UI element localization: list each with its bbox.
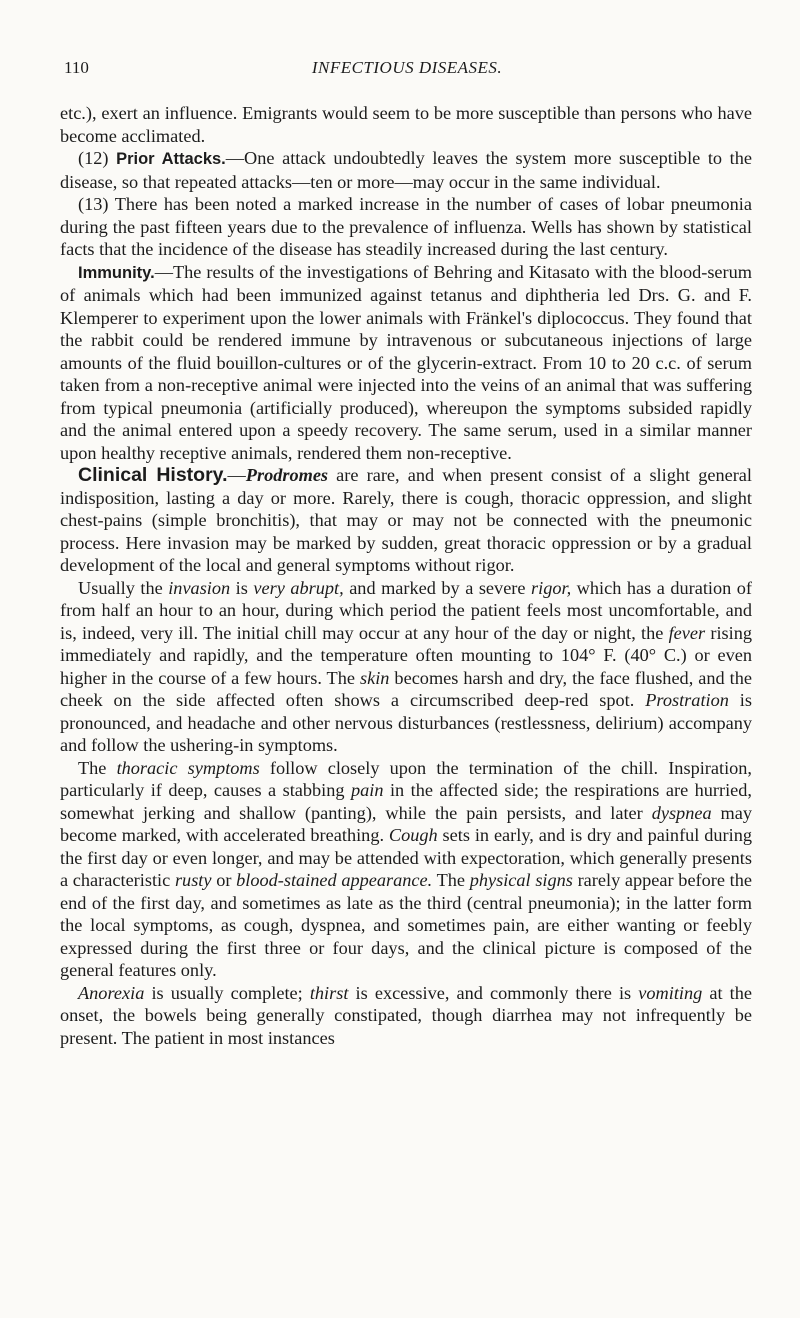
emphasis: dyspnea — [651, 802, 712, 823]
text-run: — — [227, 465, 246, 485]
text-run: in the affected side; the respirations are hurried, somewhat jerking and shallow (panting), while the pain persists, and later — [60, 780, 753, 823]
text-run: —One attack undoubtedly leaves the system more susceptible to the disease, so that repeated attacks—ten or more—may occur in the same individual. — [60, 148, 752, 192]
text-run: The — [432, 870, 470, 890]
emphasis: fever — [668, 622, 706, 643]
emphasis: blood-stained appearance. — [236, 870, 433, 890]
paragraph-invasion — [60, 577, 752, 757]
page-number: 110 — [64, 58, 89, 77]
body-text — [60, 102, 752, 1049]
text-run: or — [211, 870, 237, 890]
emphasis: Prostration — [645, 690, 729, 710]
text-run: rarely appear before the end of the first day, and sometimes as late as the third (central pneumonia); in the latter form the local symptoms, as cough, dyspnea, and sometimes pain, are either wanting or feebly expressed during the first three or four days, and the clinical picture is composed of the general features only. — [60, 870, 753, 980]
section-heading-clinical-history: Clinical History. — [78, 464, 228, 486]
section-heading-prior-attacks: Prior Attacks. — [116, 150, 226, 168]
text-run: is — [230, 577, 254, 598]
emphasis: vomiting — [638, 982, 703, 1003]
text-run: may become marked, with accelerated breathing. — [60, 802, 752, 845]
section-heading-immunity: Immunity. — [78, 263, 155, 282]
emphasis: rusty — [174, 870, 212, 890]
text-run: and marked by a severe — [343, 577, 532, 598]
emphasis: Prodromes — [245, 465, 329, 485]
paragraph-immunity — [60, 261, 752, 465]
text-run: is excessive, and commonly there is — [348, 982, 639, 1003]
text-run: are rare, and when present consist of a slight general indisposition, lasting a day or more. Rarely, there is cough, thoracic oppression, and slight chest-pains (simple bronchitis), that may or may not be connected with the pneumonic process. Here invasion may be marked by sudden, great thoracic oppression or by a gradual development of the local and general symptoms without rigor. — [60, 465, 752, 575]
emphasis: very abrupt, — [253, 577, 344, 598]
text-run: —The results of the investigations of Behring and Kitasato with the blood-serum of animals which had been immunized against tetanus and diphtheria led Drs. G. and F. Klemperer to experiment upon the lower animals with Fränkel's diplococcus. They found that the rabbit could be rendered immune by intravenous or subcutaneous injections of large amounts of the fluid bouillon-cultures or of the glycerin-extract. From 10 to 20 c.c. of serum taken from a non-receptive animal were injected into the veins of an animal that was suffering from typical pneumonia (artificially produced), whereupon the symptoms subsided rapidly and the animal entered upon a speedy recovery. The same serum, used in a similar manner upon healthy receptive animals, rendered them non-receptive. — [60, 261, 752, 463]
emphasis: skin — [359, 667, 390, 688]
item-number: (12) — [78, 148, 117, 168]
emphasis: thirst — [309, 982, 349, 1003]
emphasis: rigor, — [531, 577, 572, 598]
paragraph-thoracic-symptoms — [60, 757, 752, 982]
emphasis: pain — [350, 780, 384, 800]
text-run: is usually complete; — [144, 982, 310, 1003]
emphasis: physical signs — [469, 870, 573, 890]
text-run: The — [78, 757, 117, 778]
text-run: which has a duration of from half an hour to an hour, during which period the patient feels most uncomfortable, and is, indeed, very ill. The initial chill may occur at any hour of the day or night, the — [60, 577, 752, 643]
paragraph-continuation — [60, 102, 752, 147]
text-run: is pronounced, and headache and other nervous disturbances (restlessness, delirium) accompany and follow the ushering-in symptoms. — [60, 690, 753, 755]
text-run: (13) There has been noted a marked increase in the number of cases of lobar pneumonia during the past fifteen years due to the prevalence of influenza. Wells has shown by statistical facts that the incidence of the disease has steadily increased during the last century. — [60, 194, 752, 259]
paragraph-clinical-history — [60, 464, 752, 577]
paragraph-prior-attacks — [60, 147, 752, 193]
text-run: rising immediately and rapidly, and the temperature often mounting to 104° F. (40° C.) or even higher in the course of a few hours. The — [60, 622, 752, 688]
paragraph-anorexia — [60, 982, 752, 1050]
text-run: Usually the — [78, 577, 169, 598]
text-run: sets in early, and is dry and painful during the first day or even longer, and may be attended with expectoration, which generally presents a characteristic — [60, 825, 752, 890]
running-head — [64, 58, 750, 80]
text-run: follow closely upon the termination of the chill. Inspiration, particularly if deep, causes a stabbing — [60, 757, 752, 800]
running-title: INFECTIOUS DISEASES. — [311, 58, 503, 77]
emphasis: invasion — [168, 577, 231, 598]
text-run: etc.), exert an influence. Emigrants would seem to be more susceptible than persons who have become acclimated. — [60, 103, 752, 146]
emphasis: Cough — [388, 825, 438, 845]
emphasis: Anorexia — [78, 982, 145, 1003]
emphasis: thoracic symptoms — [116, 757, 260, 778]
text-run: at the onset, the bowels being generally constipated, though diarrhea may not infrequently be present. The patient in most instances — [60, 982, 752, 1048]
paragraph-influenza — [60, 193, 752, 261]
text-run: becomes harsh and dry, the face flushed, and the cheek on the side affected often shows a circumscribed deep-red spot. — [60, 667, 752, 710]
